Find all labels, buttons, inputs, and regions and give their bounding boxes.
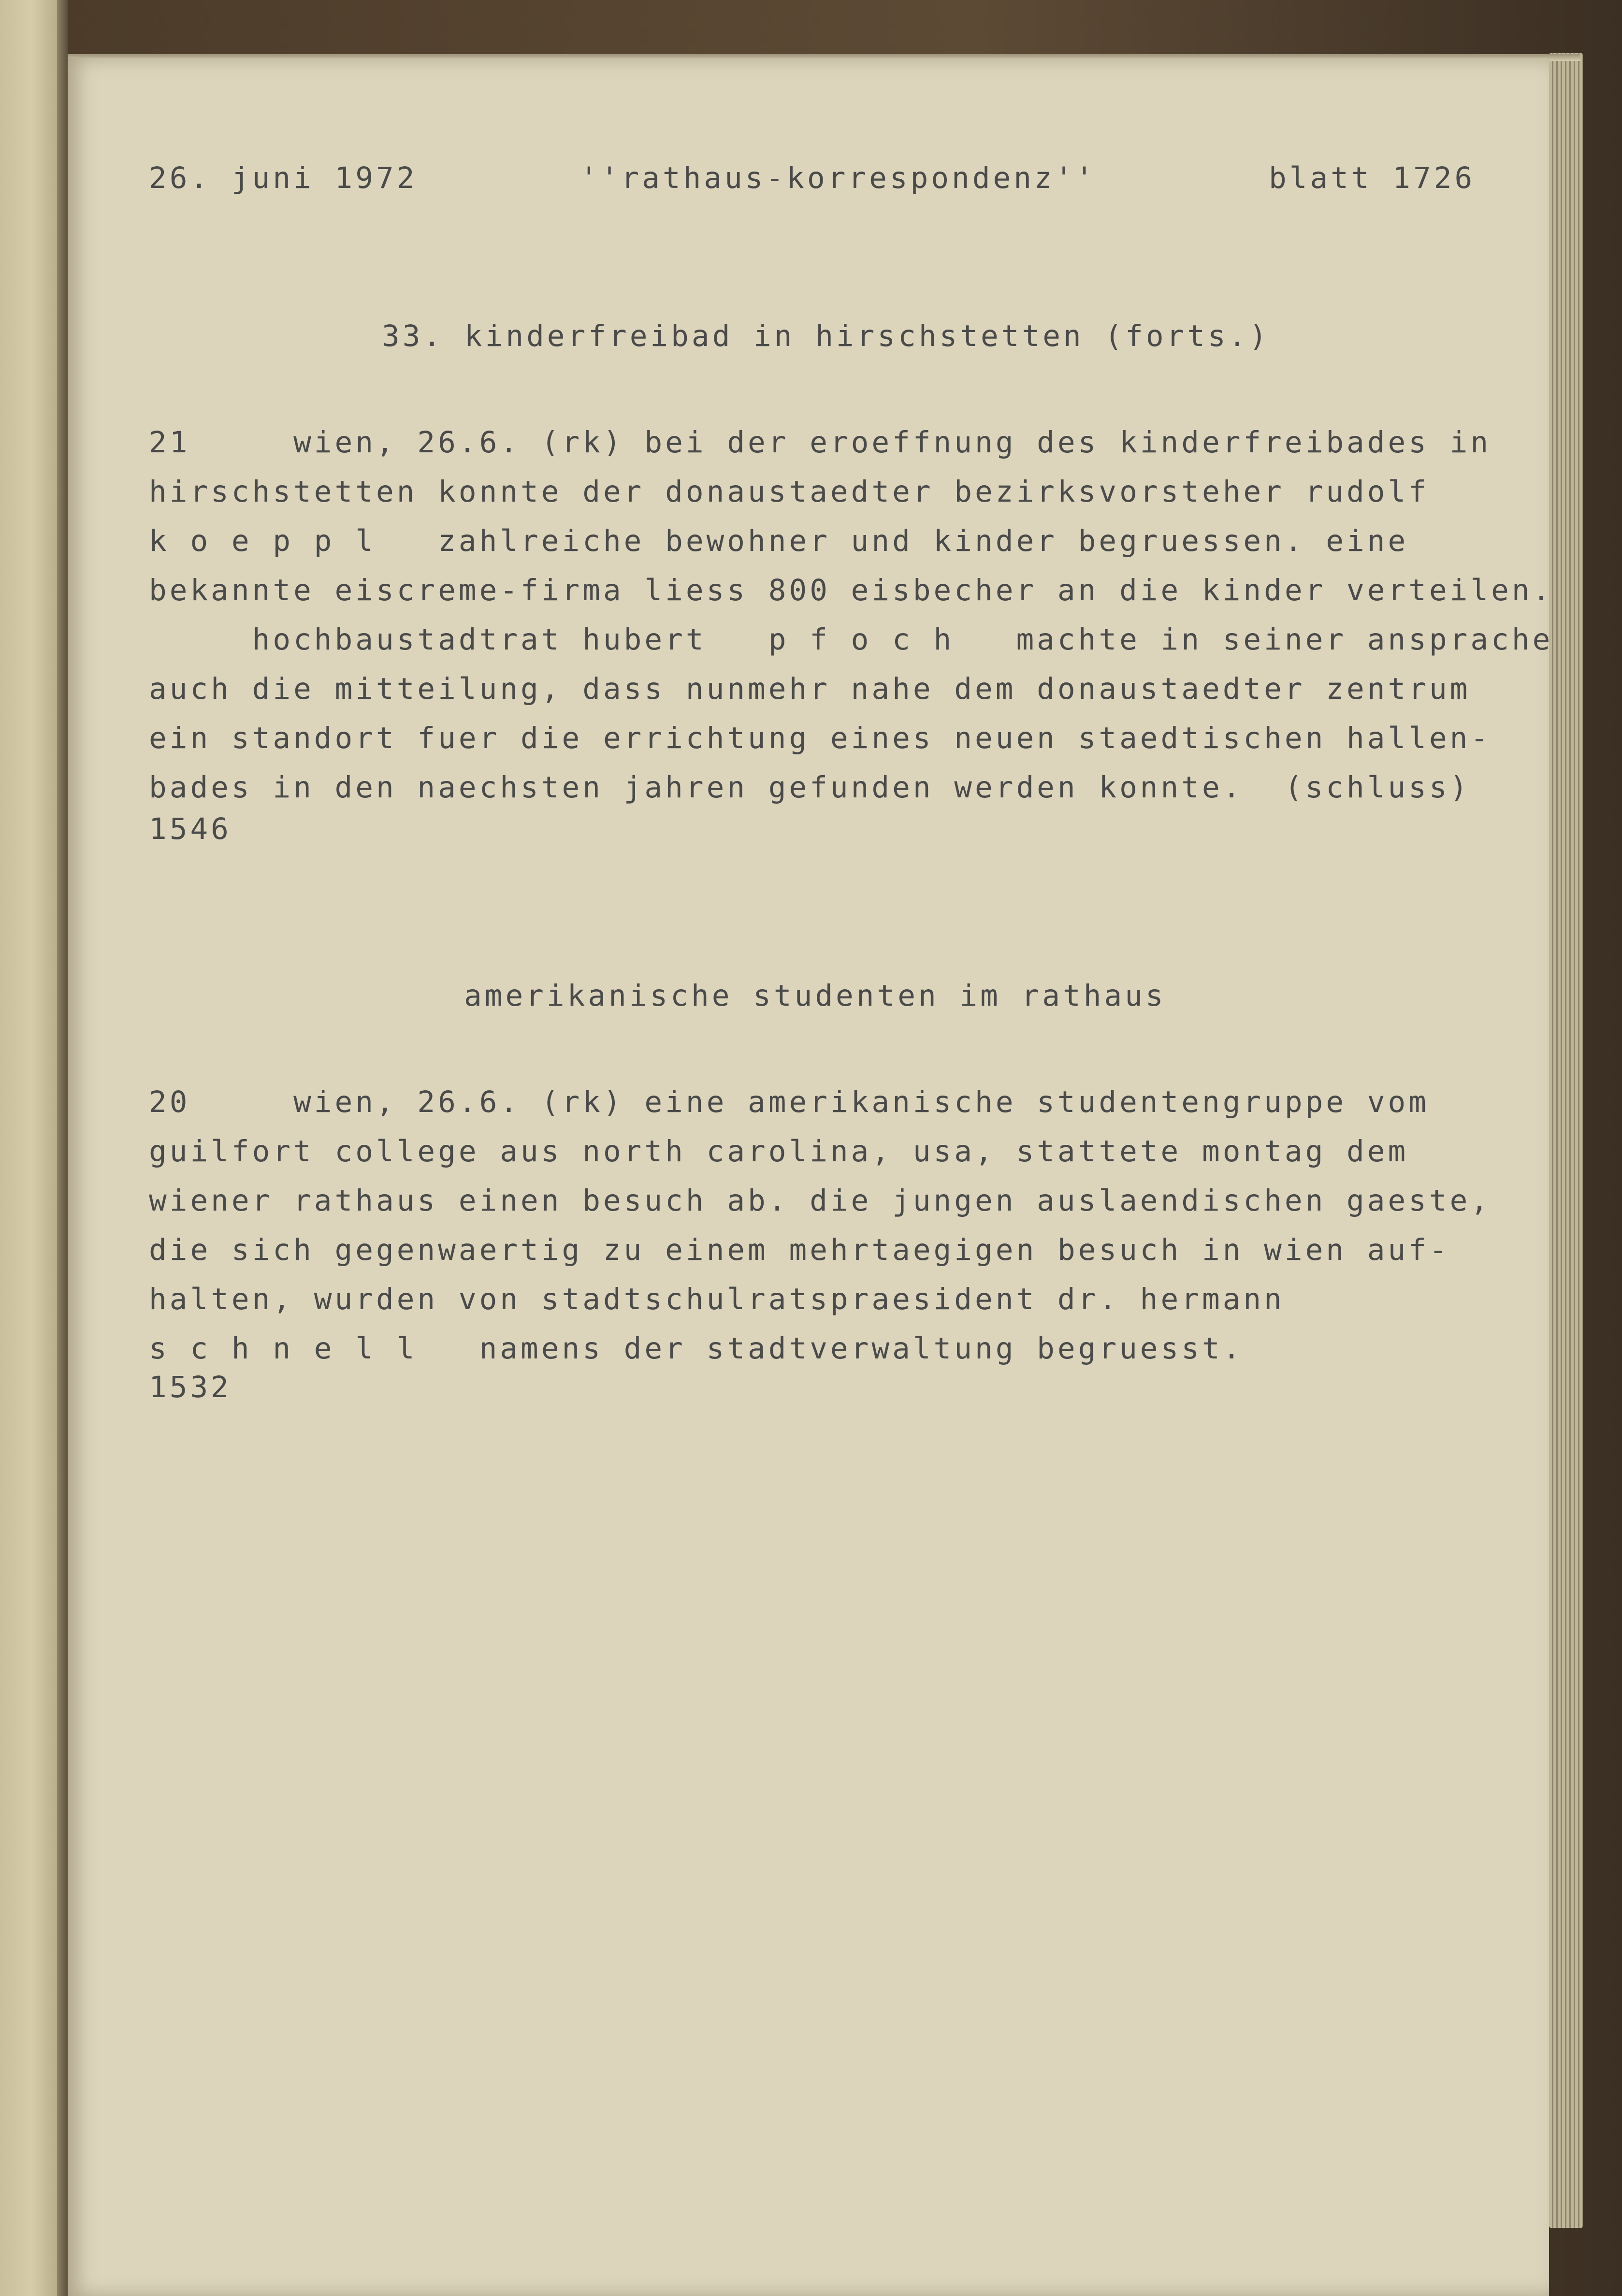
left-page-edge xyxy=(0,0,58,2296)
article-2-body: 20 wien, 26.6. (rk) eine amerikanische studentengruppe vom guilfort college aus north carolina, usa, stattete montag dem wiener rathaus einen besuch ab. die jungen auslaendischen gaeste, die sich gegenwaertig zu einem mehrtaegigen besuch in wien auf- halten, wurden von stadtschulratspraesident dr. hermann s c h n e l l namens der stadtverwaltung begruesst. xyxy=(149,1085,1492,1366)
article-1-body: 21 wien, 26.6. (rk) bei der eroeffnung des kinderfreibades in hirschstetten konnte der donaustaedter bezirksvorsteher rudolf k o e p p l zahlreiche bewohner und kinder begruessen. eine bekannte eiscreme-firma liess 800 eisbecher an die kinder verteilen. hochbaustadtrat hubert p f o c h machte in seiner ansprache auch die mitteilung, dass nunmehr nahe dem donaustaedter zentrum ein standort fuer die errichtung eines neuen staedtischen hallen- bades in den naechsten jahren gefunden werden konnte. (schluss) xyxy=(149,425,1553,805)
article-2-heading: amerikanische studenten im rathaus xyxy=(464,979,1166,1013)
header-title: ''rathaus-korrespondenz'' xyxy=(580,161,1097,195)
header-date: 26. juni 1972 xyxy=(149,161,418,195)
article-1-code: 1546 xyxy=(149,812,232,846)
page-stack-edge xyxy=(1549,53,1583,2228)
binding-shadow xyxy=(57,0,68,2296)
header-page-number: blatt 1726 xyxy=(1269,161,1476,195)
article-1-heading: 33. kinderfreibad in hirschstetten (forts.) xyxy=(382,319,1270,353)
article-2-code: 1532 xyxy=(149,1370,232,1404)
